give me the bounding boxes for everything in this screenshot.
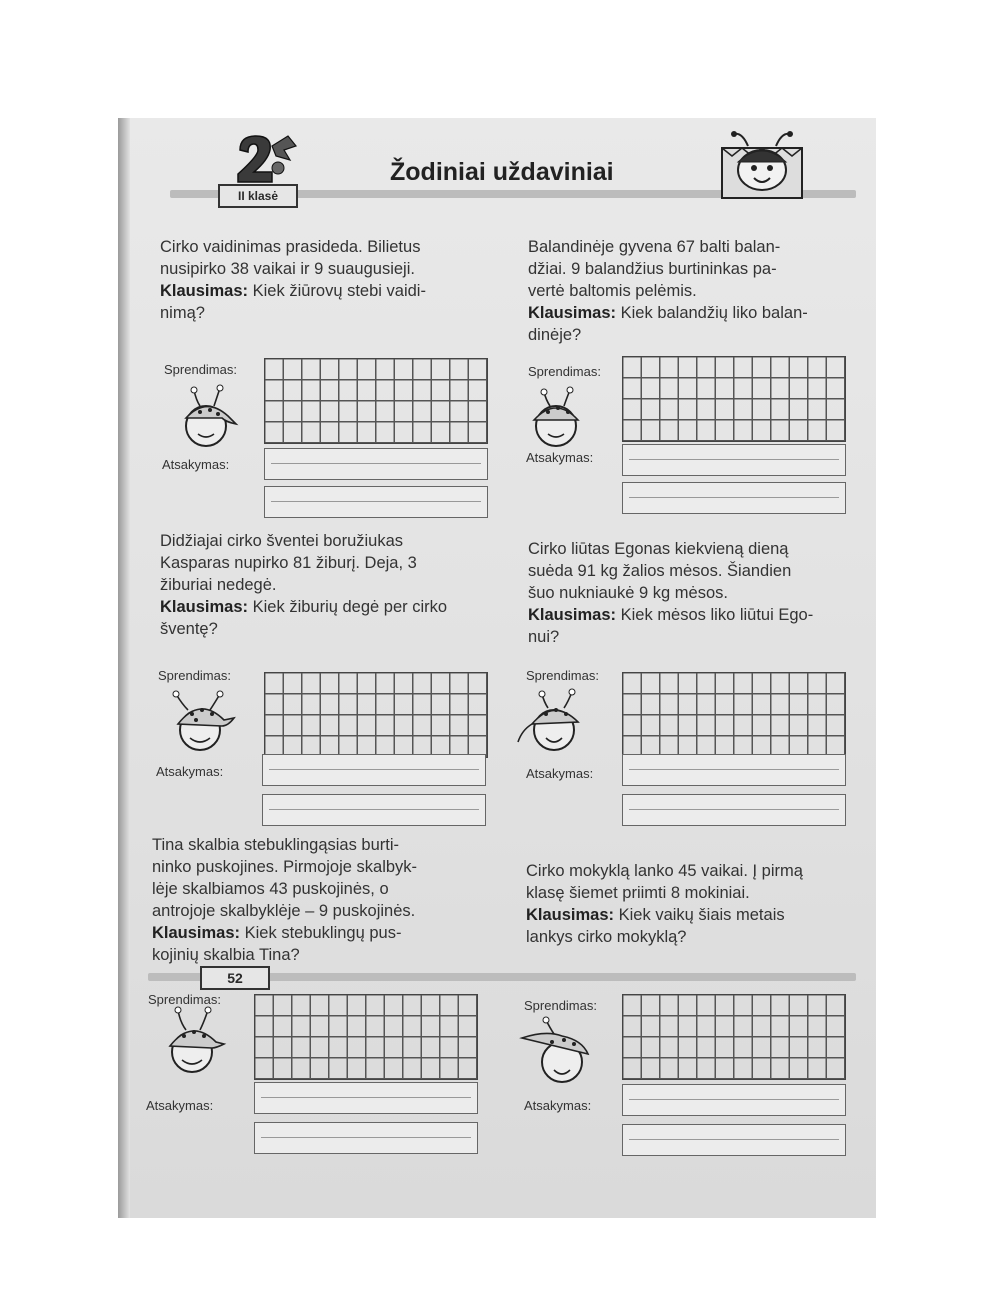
answer-field[interactable]: [622, 482, 846, 514]
workbook-page: [118, 118, 876, 1218]
question-label: Klausimas:: [526, 906, 615, 924]
question-label: Klausimas:: [528, 304, 617, 322]
question-text: Kiek vaikų šiais metais: [614, 906, 785, 924]
task-line: džiai. 9 balandžius burtininkas pa-: [528, 260, 777, 278]
question-text: nimą?: [160, 304, 205, 322]
question-text: šventę?: [160, 620, 218, 638]
task-6: [526, 860, 866, 948]
question: [152, 922, 492, 944]
answer-field[interactable]: [622, 444, 846, 476]
solution-grid[interactable]: [264, 358, 488, 444]
task-5: [152, 834, 492, 966]
question-text: Kiek žiburių degė per cirko: [248, 598, 448, 616]
answer-field[interactable]: [262, 794, 486, 826]
answer-field[interactable]: [264, 486, 488, 518]
task-line: šuo nukniaukė 9 kg mėsos.: [528, 584, 728, 602]
question: [528, 302, 868, 324]
kid-face-icon: [176, 382, 246, 452]
answer-label: Atsakymas:: [526, 450, 594, 465]
task-line: Tina skalbia stebuklingąsias burti-: [152, 836, 400, 854]
answer-field[interactable]: [622, 754, 846, 786]
answer-field[interactable]: [622, 1124, 846, 1156]
task-line: žiburiai nedegė.: [160, 576, 277, 594]
kid-face-icon: [514, 684, 594, 756]
kid-face-icon: [522, 382, 592, 452]
question-label: Klausimas:: [152, 924, 241, 942]
task-line: Cirko mokyklą lanko 45 vaikai. Į pirmą: [526, 862, 803, 880]
answer-field[interactable]: [254, 1082, 478, 1114]
task-3: [160, 530, 500, 640]
question-text: Kiek žiūrovų stebi vaidi-: [248, 282, 426, 300]
solution-grid[interactable]: [622, 994, 846, 1080]
solution-label: Sprendimas:: [528, 364, 601, 379]
answer-label: Atsakymas:: [526, 766, 594, 781]
solution-grid[interactable]: [264, 672, 488, 758]
question-label: Klausimas:: [528, 606, 617, 624]
task-line: Kasparas nupirko 81 žiburį. Deja, 3: [160, 554, 417, 572]
answer-label: Atsakymas:: [162, 457, 230, 472]
task-line: ninko puskojines. Pirmojoje skalbyk-: [152, 858, 418, 876]
task-line: antrojoje skalbyklėje – 9 puskojinės.: [152, 902, 416, 920]
task-2: [528, 236, 868, 346]
solution-label: Sprendimas:: [158, 668, 231, 683]
task-line: lėje skalbiamos 43 puskojinės, o: [152, 880, 389, 898]
answer-label: Atsakymas:: [146, 1098, 214, 1113]
question-text: nui?: [528, 628, 560, 646]
question: [528, 604, 868, 626]
answer-field[interactable]: [262, 754, 486, 786]
question-text: dinėje?: [528, 326, 582, 344]
task-line: klasę šiemet priimti 8 mokiniai.: [526, 884, 750, 902]
task-line: Cirko liūtas Egonas kiekvieną dieną: [528, 540, 789, 558]
solution-label: Sprendimas:: [164, 362, 237, 377]
task-4: [528, 538, 868, 648]
question: [526, 904, 866, 926]
task-line: suėda 91 kg žalios mėsos. Šiandien: [528, 562, 792, 580]
task-line: Cirko vaidinimas prasideda. Bilietus: [160, 238, 421, 256]
solution-label: Sprendimas:: [526, 668, 599, 683]
answer-label: Atsakymas:: [156, 764, 224, 779]
kid-face-icon: [516, 1014, 604, 1088]
task-1: [160, 236, 500, 324]
page-title: Žodiniai uždaviniai: [390, 158, 614, 186]
solution-label: Sprendimas:: [148, 992, 221, 1007]
question-text: Kiek stebuklingų pus-: [240, 924, 402, 942]
page-number: 52: [200, 966, 270, 990]
question: [160, 596, 500, 618]
question-text: Kiek balandžių liko balan-: [616, 304, 808, 322]
kid-face-icon: [166, 684, 242, 756]
task-line: Didžiajai cirko šventei boružiukas: [160, 532, 404, 550]
answer-field[interactable]: [622, 1084, 846, 1116]
answer-field[interactable]: [622, 794, 846, 826]
class-number-logo: [226, 132, 306, 190]
mascot-picture-icon: [718, 126, 810, 204]
question-text: Kiek mėsos liko liūtui Ego-: [616, 606, 814, 624]
answer-field[interactable]: [254, 1122, 478, 1154]
question-label: Klausimas:: [160, 598, 249, 616]
question-label: Klausimas:: [160, 282, 249, 300]
solution-grid[interactable]: [622, 672, 846, 758]
task-line: nusipirko 38 vaikai ir 9 suaugusieji.: [160, 260, 415, 278]
question-text: kojinių skalbia Tina?: [152, 946, 300, 964]
kid-face-icon: [156, 1002, 232, 1078]
question: [160, 280, 500, 302]
answer-field[interactable]: [264, 448, 488, 480]
solution-label: Sprendimas:: [524, 998, 597, 1013]
class-badge: II klasė: [218, 184, 298, 208]
task-line: Balandinėje gyvena 67 balti balan-: [528, 238, 781, 256]
solution-grid[interactable]: [622, 356, 846, 442]
task-line: vertė baltomis pelėmis.: [528, 282, 697, 300]
answer-label: Atsakymas:: [524, 1098, 592, 1113]
solution-grid[interactable]: [254, 994, 478, 1080]
question-text: lankys cirko mokyklą?: [526, 928, 687, 946]
